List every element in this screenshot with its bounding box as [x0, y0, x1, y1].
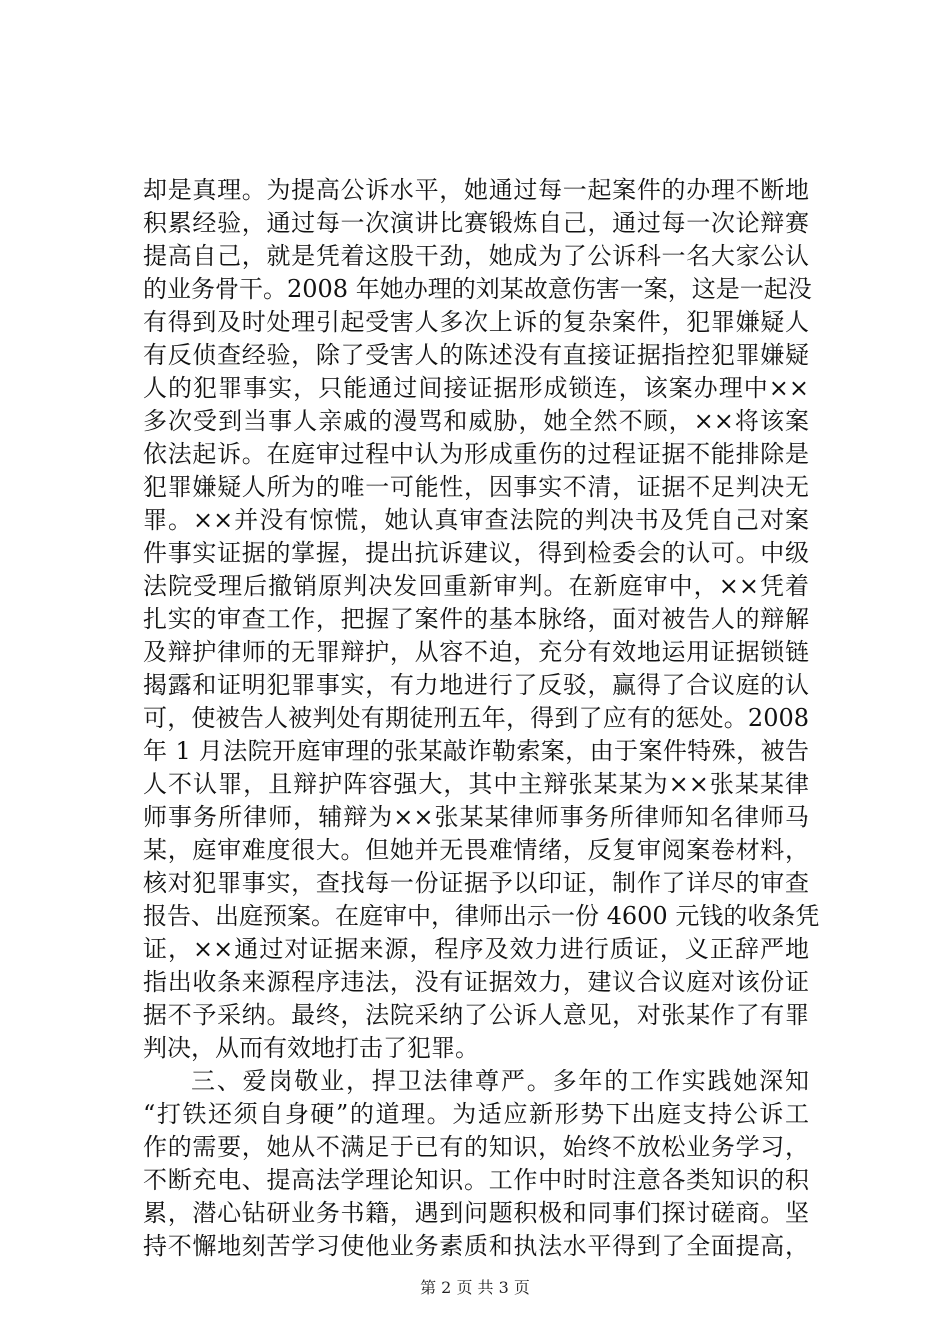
text-line: 年 1 月法院开庭审理的张某敲诈勒索案，由于案件特殊，被告 [143, 737, 809, 765]
text-line: 师事务所律师，辅辩为××张某某律师事务所律师知名律师马 [143, 803, 809, 831]
text-line: 某，庭审难度很大。但她并无畏难情绪，反复审阅案卷材料， [143, 836, 809, 864]
text-line: 人的犯罪事实，只能通过间接证据形成锁连，该案办理中×× [143, 374, 809, 402]
text-line: 报告、出庭预案。在庭审中，律师出示一份 4600 元钱的收条凭 [143, 902, 820, 930]
text-line: 持不懈地刻苦学习使他业务素质和执法水平得到了全面提高， [143, 1232, 809, 1260]
text-line: 不断充电、提高法学理论知识。工作中时时注意各类知识的积 [143, 1166, 809, 1194]
text-line: 可，使被告人被判处有期徒刑五年，得到了应有的惩处。2008 [143, 704, 809, 732]
text-line: 扎实的审查工作，把握了案件的基本脉络，面对被告人的辩解 [143, 605, 809, 633]
page-number-footer: 第 2 页 共 3 页 [420, 1278, 530, 1297]
text-line: 积累经验，通过每一次演讲比赛锻炼自己，通过每一次论辩赛 [143, 209, 809, 237]
text-line: 多次受到当事人亲戚的漫骂和威胁，她全然不顾，××将该案 [143, 407, 809, 435]
text-line: 作的需要，她从不满足于已有的知识，始终不放松业务学习， [143, 1133, 809, 1161]
paragraph-end-line: 判决，从而有效地打击了犯罪。 [143, 1034, 479, 1062]
text-line: 累，潜心钻研业务书籍，遇到问题积极和同事们探讨磋商。坚 [143, 1199, 809, 1227]
text-line: “打铁还须自身硬”的道理。为适应新形势下出庭支持公诉工 [143, 1100, 809, 1128]
text-line: 证，××通过对证据来源，程序及效力进行质证，义正辞严地 [143, 935, 809, 963]
text-line: 核对犯罪事实，查找每一份证据予以印证，制作了详尽的审查 [143, 869, 809, 897]
text-line: 有反侦查经验，除了受害人的陈述没有直接证据指控犯罪嫌疑 [143, 341, 809, 369]
section-heading-line: 三、爱岗敬业，捍卫法律尊严。多年的工作实践她深知 [191, 1067, 809, 1095]
text-line: 人不认罪，且辩护阵容强大，其中主辩张某某为××张某某律 [143, 770, 809, 798]
text-line: 有得到及时处理引起受害人多次上诉的复杂案件，犯罪嫌疑人 [143, 308, 809, 336]
text-line: 及辩护律师的无罪辩护，从容不迫，充分有效地运用证据锁链 [143, 638, 809, 666]
text-line: 提高自己，就是凭着这股干劲，她成为了公诉科一名大家公认 [143, 242, 809, 270]
text-line: 法院受理后撤销原判决发回重新审判。在新庭审中，××凭着 [143, 572, 809, 600]
text-line: 件事实证据的掌握，提出抗诉建议，得到检委会的认可。中级 [143, 539, 809, 567]
document-body [143, 174, 820, 1263]
text-line: 却是真理。为提高公诉水平，她通过每一起案件的办理不断地 [143, 176, 809, 204]
text-line: 据不予采纳。最终，法院采纳了公诉人意见，对张某作了有罪 [143, 1001, 809, 1029]
text-line: 指出收条来源程序违法，没有证据效力，建议合议庭对该份证 [143, 968, 809, 996]
text-line: 犯罪嫌疑人所为的唯一可能性，因事实不清，证据不足判决无 [143, 473, 809, 501]
text-line: 的业务骨干。2008 年她办理的刘某故意伤害一案，这是一起没 [143, 275, 812, 303]
text-line: 罪。××并没有惊慌，她认真审查法院的判决书及凭自己对案 [143, 506, 809, 534]
text-line: 揭露和证明犯罪事实，有力地进行了反驳，赢得了合议庭的认 [143, 671, 809, 699]
text-line: 依法起诉。在庭审过程中认为形成重伤的过程证据不能排除是 [143, 440, 809, 468]
